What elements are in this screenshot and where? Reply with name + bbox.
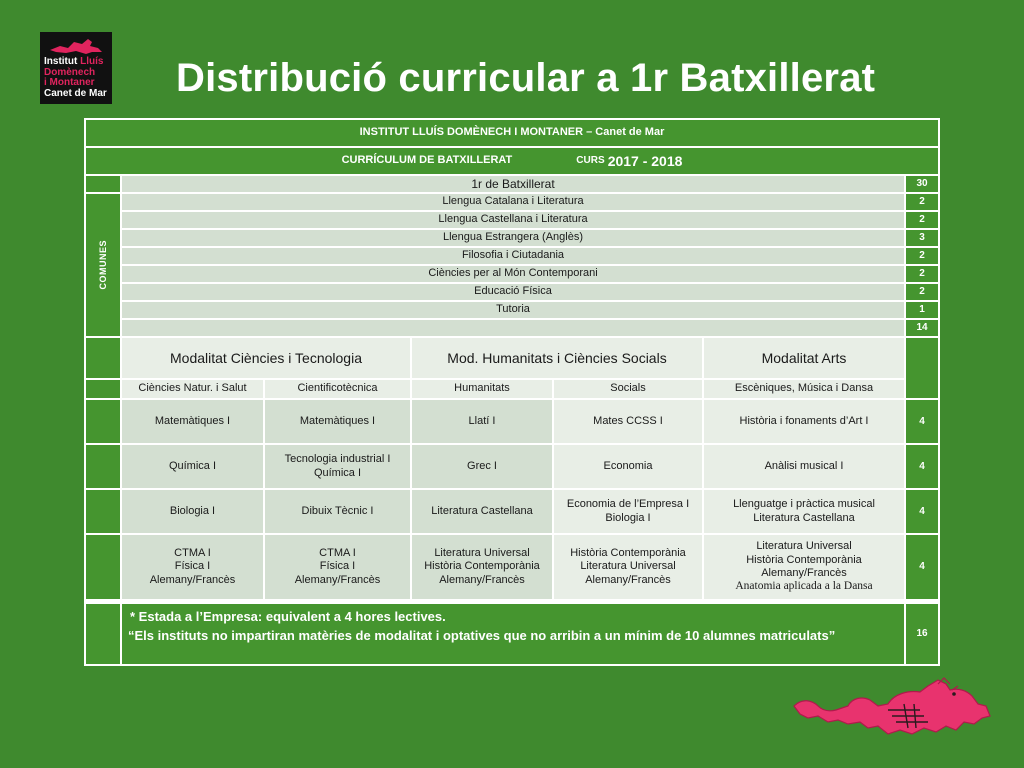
common-subject-2: Llengua Castellana i Literatura <box>122 212 904 228</box>
subject-cell: Matemàtiques I <box>122 400 263 443</box>
subject-cell: Dibuix Tècnic I <box>265 490 410 533</box>
logo-line1b: Lluís <box>80 56 104 67</box>
subject-row-4-hours: 4 <box>906 535 938 599</box>
modality-row-spacer <box>86 338 120 378</box>
modality-humanities: Mod. Humanitats i Ciències Socials <box>412 338 702 378</box>
itinerary-health: Ciències Natur. i Salut <box>122 380 263 398</box>
subject-cell: CTMA I Física I Alemany/Francès <box>265 535 410 599</box>
course-label: CURS <box>576 155 605 166</box>
curriculum-header <box>86 148 938 174</box>
logo-dragon-icon <box>48 36 104 56</box>
logo-line3: i Montaner <box>44 77 95 88</box>
subject-cell: Matemàtiques I <box>265 400 410 443</box>
subject-cell: Anàlisi musical I <box>704 445 904 488</box>
common-total-hours: 14 <box>906 320 938 336</box>
subject-cell: Mates CCSS I <box>554 400 702 443</box>
subject-cell: Literatura Castellana <box>412 490 552 533</box>
common-hours-6: 2 <box>906 284 938 300</box>
footer-hours: 16 <box>906 604 938 664</box>
subject-row-1-spacer <box>86 400 120 443</box>
common-subject-6: Educació Física <box>122 284 904 300</box>
subject-row-1-hours: 4 <box>906 400 938 443</box>
common-hours-2: 2 <box>906 212 938 228</box>
itinerary-humanities: Humanitats <box>412 380 552 398</box>
course-row-label: 1r de Batxillerat <box>122 176 904 192</box>
subject-row-4-spacer <box>86 535 120 599</box>
subject-cell: Història i fonaments d’Art I <box>704 400 904 443</box>
course-row-spacer <box>86 176 120 192</box>
itinerary-scientific-technical: Cientificotècnica <box>265 380 410 398</box>
institute-header: INSTITUT LLUÍS DOMÈNECH I MONTANER – Canet de Mar <box>86 120 938 146</box>
institute-logo <box>40 32 112 104</box>
modality-sciences: Modalitat Ciències i Tecnologia <box>122 338 410 378</box>
itinerary-socials: Socials <box>554 380 702 398</box>
common-total-spacer <box>122 320 904 336</box>
itinerary-arts: Escèniques, Música i Dansa <box>704 380 904 398</box>
subject-row-3-spacer <box>86 490 120 533</box>
subject-cell: Economia de l’Empresa I Biologia I <box>554 490 702 533</box>
course-value: 2017 - 2018 <box>607 152 683 169</box>
common-subject-4: Filosofia i Ciutadania <box>122 248 904 264</box>
curriculum-label: CURRÍCULUM DE BATXILLERAT <box>341 154 513 167</box>
common-hours-5: 2 <box>906 266 938 282</box>
logo-line4: Canet de Mar <box>44 87 107 99</box>
common-hours-4: 2 <box>906 248 938 264</box>
subject-cell: Història Contemporània Literatura Universal Alemany/Francès <box>554 535 702 599</box>
subject-cell-arts-row-4 <box>704 535 904 599</box>
footer-spacer <box>86 604 120 664</box>
subject-cell: Literatura Universal Història Contemporània Alemany/Francès <box>412 535 552 599</box>
subject-cell: Biologia I <box>122 490 263 533</box>
subject-cell: Química I <box>122 445 263 488</box>
footer-note-1: * Estada a l’Empresa: equivalent a 4 hores lectives. <box>130 609 446 624</box>
common-hours-7: 1 <box>906 302 938 318</box>
page-title: Distribució curricular a 1r Batxillerat <box>176 56 876 100</box>
common-subject-3: Llengua Estrangera (Anglès) <box>122 230 904 246</box>
subject-cell: Tecnologia industrial I Química I <box>265 445 410 488</box>
common-hours-1: 2 <box>906 194 938 210</box>
subject-row-3-hours: 4 <box>906 490 938 533</box>
dragon-ornament-icon <box>788 676 998 746</box>
logo-line2: Domènech <box>44 66 96 78</box>
footer-note-2: “Els instituts no impartiran matèries de modalitat i optatives que no arribin a un mínim de 10 alumnes matriculats” <box>128 628 836 643</box>
common-subject-5: Ciències per al Món Contemporani <box>122 266 904 282</box>
modality-hours-spacer <box>906 338 938 398</box>
itinerary-row-spacer <box>86 380 120 398</box>
common-group-label: COMUNES <box>86 194 120 336</box>
subject-cell: Llatí I <box>412 400 552 443</box>
subject-cell-text: Literatura Universal Història Contemporània Alemany/Francès <box>746 540 862 579</box>
subject-cell: CTMA I Física I Alemany/Francès <box>122 535 263 599</box>
course-row-hours: 30 <box>906 176 938 192</box>
subject-cell: Grec I <box>412 445 552 488</box>
curriculum-table <box>84 118 940 666</box>
subject-cell-extra: Anatomia aplicada a la Dansa <box>735 579 873 592</box>
logo-line1a: Institut <box>44 56 78 67</box>
subject-cell: Economia <box>554 445 702 488</box>
subject-cell: Llenguatge i pràctica musical Literatura Castellana <box>704 490 904 533</box>
modality-arts: Modalitat Arts <box>704 338 904 378</box>
common-hours-3: 3 <box>906 230 938 246</box>
subject-row-2-spacer <box>86 445 120 488</box>
subject-row-2-hours: 4 <box>906 445 938 488</box>
common-subject-7: Tutoria <box>122 302 904 318</box>
common-subject-1: Llengua Catalana i Literatura <box>122 194 904 210</box>
